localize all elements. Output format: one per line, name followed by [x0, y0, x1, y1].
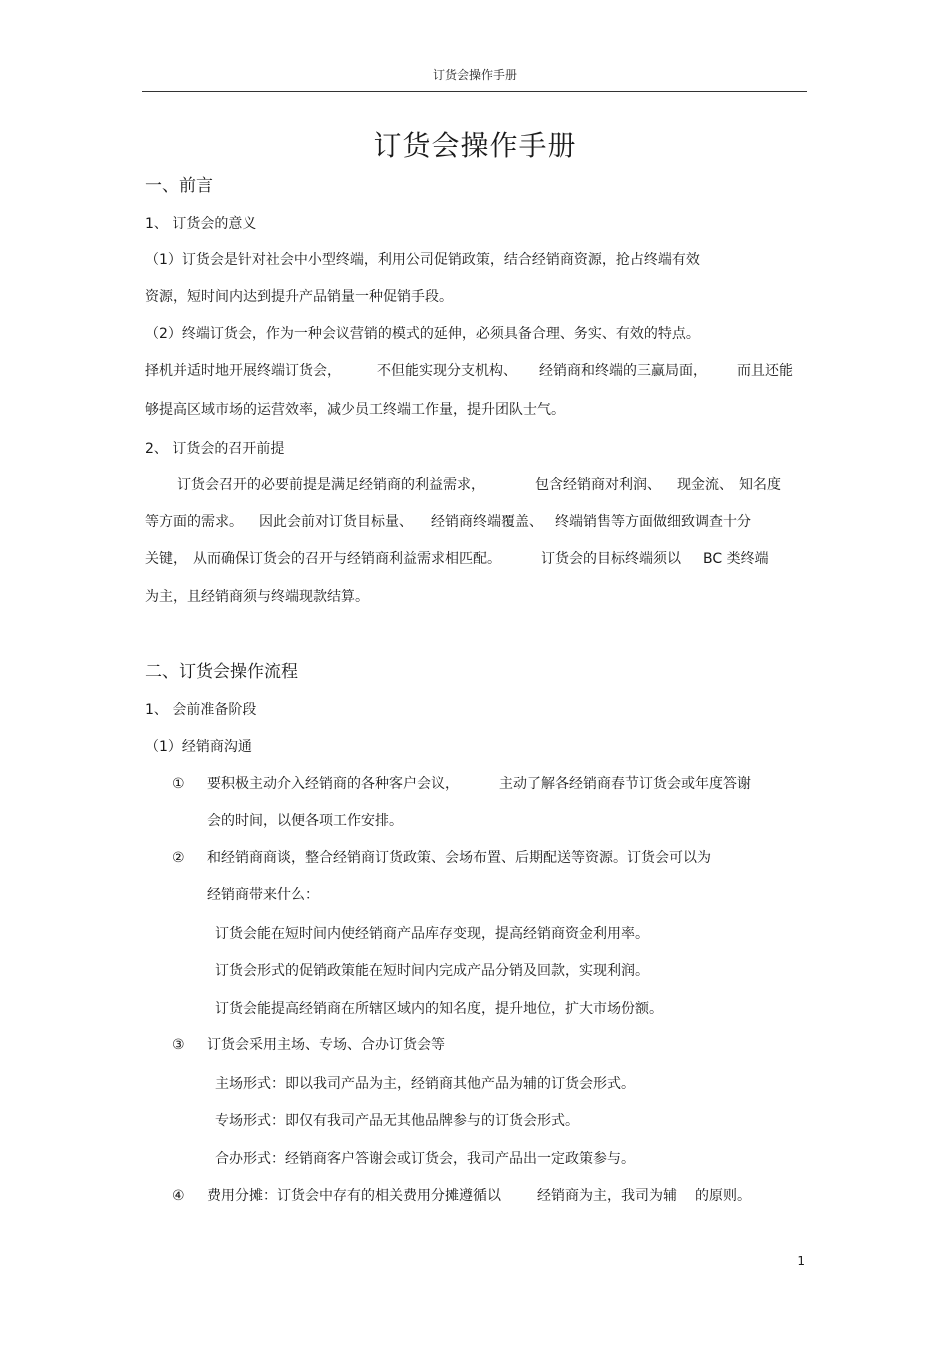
text-run: 要积极主动介入经销商的各种客户会议， [207, 776, 459, 792]
bullet-line: 订货会能提高经销商在所辖区域内的知名度，提升地位，扩大市场份额。 [215, 1001, 663, 1017]
bullet-line: 专场形式：即仅有我司产品无其他品牌参与的订货会形式。 [215, 1113, 579, 1129]
text-run: 订货会的目标终端须以 [541, 551, 681, 567]
section-heading-preface: 一、前言 [145, 176, 213, 196]
text-run: 现金流、 [677, 477, 733, 493]
bullet-line: 合办形式：经销商客户答谢会或订货会，我司产品出一定政策参与。 [215, 1151, 635, 1167]
list-item-line: 经销商带来什么： [207, 887, 319, 903]
text-run: 等方面的需求。 [145, 514, 243, 530]
text-run: 终端销售等方面做细致调查十分 [555, 514, 751, 530]
running-header: 订货会操作手册 [432, 68, 517, 82]
paragraph-line: （2）终端订货会，作为一种会议营销的模式的延伸，必须具备合理、务实、有效的特点。 [145, 326, 700, 342]
paragraph-line: 够提高区域市场的运营效率，减少员工终端工作量，提升团队士气。 [145, 402, 565, 418]
list-item-line: 会的时间，以便各项工作安排。 [207, 813, 403, 829]
paragraph-line [177, 476, 781, 494]
subheading-preparation: 1、 会前准备阶段 [145, 702, 257, 718]
subheading-meaning: 1、 订货会的意义 [145, 216, 257, 232]
paragraph-line [145, 362, 793, 380]
subheading-dealer-communication: （1）经销商沟通 [145, 739, 252, 755]
paragraph-line: （1）订货会是针对社会中小型终端，利用公司促销政策，结合经销商资源，抢占终端有效 [145, 252, 700, 268]
section-heading-process: 二、订货会操作流程 [145, 662, 298, 682]
text-run: 从而确保订货会的召开与经销商利益需求相匹配。 [193, 551, 501, 567]
text-run: BC 类终端 [703, 551, 769, 567]
bullet-line: 订货会能在短时间内使经销商产品库存变现，提高经销商资金利用率。 [215, 926, 649, 942]
text-run: 而且还能 [737, 363, 793, 379]
text-run: 因此会前对订货目标量、 [259, 514, 413, 530]
text-run: 不但能实现分支机构、 [377, 363, 517, 379]
subheading-premise: 2、 订货会的召开前提 [145, 441, 285, 457]
paragraph-line: 资源，短时间内达到提升产品销量一种促销手段。 [145, 289, 453, 305]
list-item-line: 和经销商商谈，整合经销商订货政策、会场布置、后期配送等资源。订货会可以为 [207, 850, 711, 866]
text-run: 费用分摊：订货会中存有的相关费用分摊遵循以 [207, 1188, 501, 1204]
paragraph-line [145, 550, 769, 568]
text-run: 经销商终端覆盖、 [431, 514, 543, 530]
page-number: 1 [797, 1254, 805, 1268]
list-item-line: 订货会采用主场、专场、合办订货会等 [207, 1037, 445, 1053]
text-run: 订货会召开的必要前提是满足经销商的利益需求， [177, 477, 485, 493]
list-item-line [207, 1187, 751, 1205]
list-marker: ③ [172, 1037, 185, 1053]
bullet-line: 主场形式：即以我司产品为主，经销商其他产品为辅的订货会形式。 [215, 1076, 635, 1092]
bullet-line: 订货会形式的促销政策能在短时间内完成产品分销及回款，实现利润。 [215, 963, 649, 979]
text-run: 关键， [145, 551, 187, 567]
text-run: 包含经销商对利润、 [535, 477, 661, 493]
text-run: 经销商和终端的三赢局面， [539, 363, 707, 379]
paragraph-line [145, 513, 751, 531]
text-run: 择机并适时地开展终端订货会， [145, 363, 341, 379]
text-run: 主动了解各经销商春节订货会或年度答谢 [499, 776, 751, 792]
text-run: 知名度 [739, 477, 781, 493]
list-item-line [207, 775, 751, 793]
text-run: 的原则。 [695, 1188, 751, 1204]
list-marker: ④ [172, 1188, 185, 1204]
text-run: 经销商为主，我司为辅 [537, 1188, 677, 1204]
document-title: 订货会操作手册 [373, 129, 577, 162]
list-marker: ① [172, 776, 185, 792]
header-divider [142, 91, 807, 92]
list-marker: ② [172, 850, 185, 866]
paragraph-line: 为主，且经销商须与终端现款结算。 [145, 589, 369, 605]
